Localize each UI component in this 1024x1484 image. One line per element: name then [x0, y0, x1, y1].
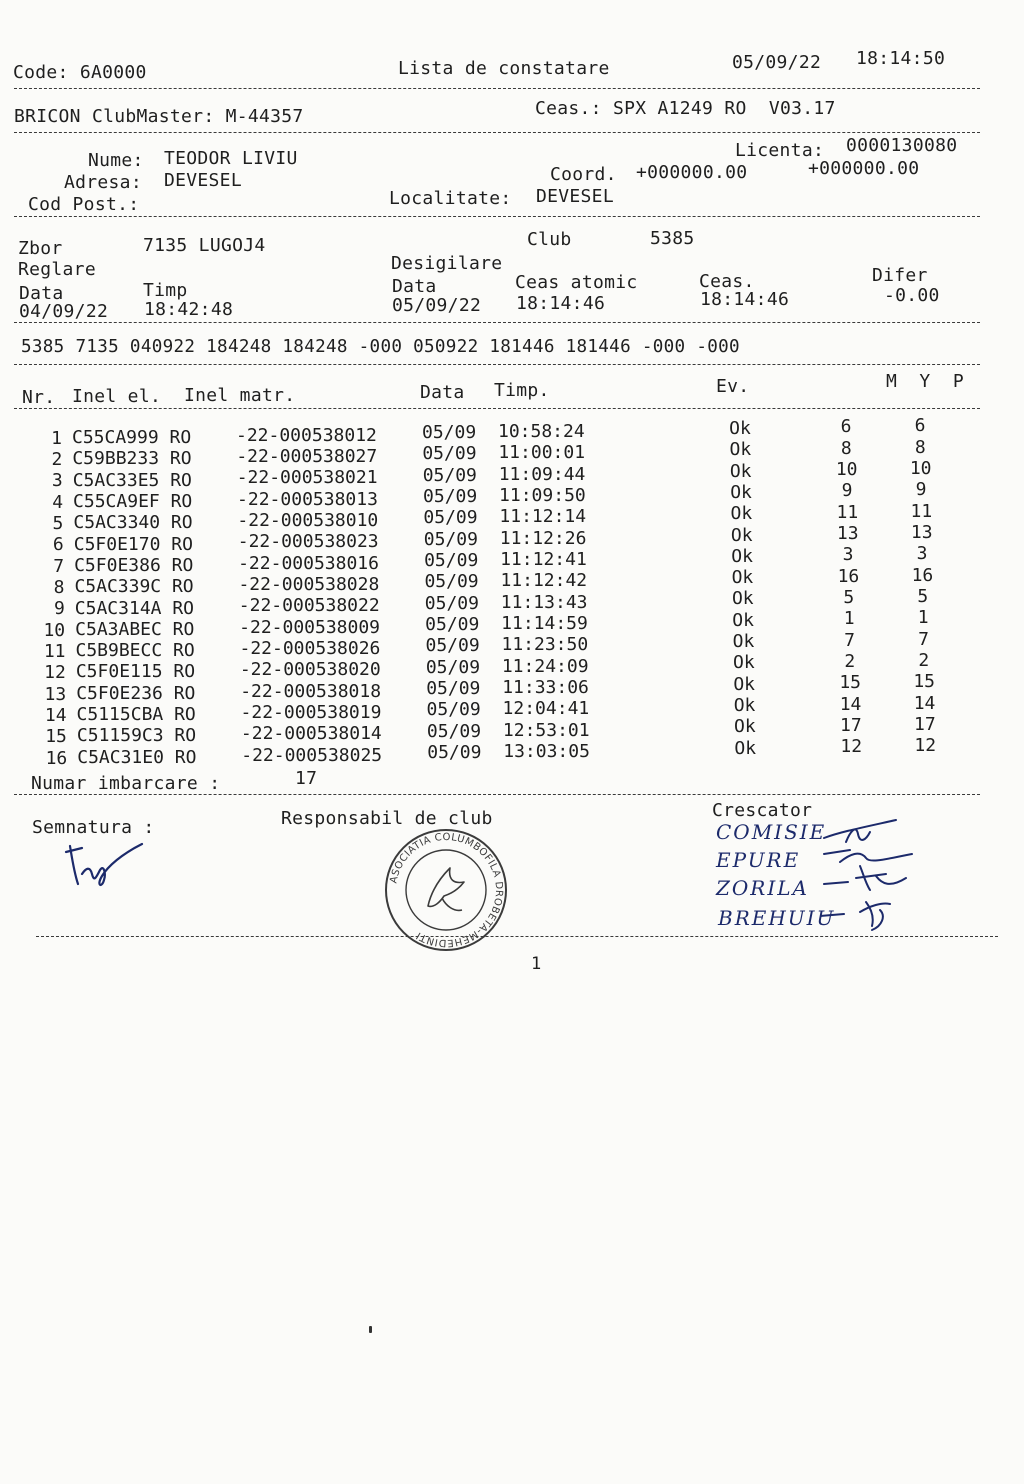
- cell-date: 05/09: [422, 443, 477, 465]
- cell-nr: 5: [52, 513, 64, 535]
- cell-time: 10:58:24: [498, 421, 585, 443]
- cell-ev: Ok: [729, 460, 752, 482]
- cell-date: 05/09: [423, 486, 478, 508]
- handwritten-name: COMISIE: [716, 820, 827, 844]
- page-number: 1: [531, 954, 542, 974]
- clock-id: Ceas.: SPX A1249 RO V03.17: [535, 98, 836, 119]
- cell-y: 14: [913, 692, 936, 714]
- boarding-label: Numar imbarcare :: [31, 773, 221, 794]
- cell-ev: Ok: [733, 695, 756, 717]
- cell-ev: Ok: [733, 652, 755, 674]
- cell-nr: 8: [53, 577, 65, 599]
- cell-ring-el: C55CA9EF RO: [73, 490, 193, 512]
- cell-date: 05/09: [425, 613, 480, 635]
- cell-m: 14: [839, 693, 862, 715]
- report-date: 05/09/22: [732, 52, 822, 73]
- cell-y: 7: [918, 628, 929, 650]
- cell-time: 11:09:50: [499, 484, 586, 506]
- owner-address: DEVESEL: [164, 170, 242, 191]
- cell-m: 6: [840, 416, 852, 438]
- club-label: Club: [527, 229, 572, 250]
- cell-ev: Ok: [730, 524, 753, 546]
- set-time: 18:42:48: [144, 299, 234, 320]
- cell-ring-el: C55CA999 RO: [72, 427, 192, 448]
- cell-ev: Ok: [731, 588, 754, 610]
- cell-ring: -22-000538020: [239, 659, 381, 681]
- cell-ring: -22-000538010: [237, 509, 379, 531]
- cell-date: 05/09: [423, 528, 478, 550]
- cell-ev: Ok: [734, 716, 756, 738]
- cell-ring: -22-000538016: [238, 552, 379, 574]
- cell-time: 12:04:41: [502, 698, 590, 720]
- cell-m: 5: [843, 587, 855, 608]
- owner-name: TEODOR LIVIU: [164, 148, 298, 169]
- cell-nr: 16: [45, 747, 68, 769]
- cell-time: 11:13:43: [500, 591, 588, 613]
- cell-ring: -22-000538013: [237, 488, 378, 510]
- col-ev: Ev.: [716, 376, 750, 397]
- address-label: Adresa:: [64, 172, 142, 193]
- cell-ring: -22-000538009: [239, 616, 381, 638]
- locality-value: DEVESEL: [536, 186, 614, 207]
- cell-ring-el: C5AC33E5 RO: [72, 469, 192, 491]
- cell-y: 13: [910, 522, 933, 543]
- cell-m: 9: [841, 480, 853, 502]
- cell-m: 12: [840, 736, 863, 758]
- cell-nr: 15: [45, 726, 67, 748]
- setting-label: Reglare: [18, 259, 96, 280]
- cell-ring: -22-000538027: [236, 446, 378, 468]
- report-title: Lista de constatare: [398, 58, 610, 79]
- cell-y: 16: [911, 564, 934, 586]
- cell-ring: -22-000538014: [240, 723, 382, 745]
- cell-m: 2: [844, 650, 856, 672]
- col-ring-el: Inel el.: [72, 386, 162, 407]
- cell-ev: Ok: [731, 567, 754, 589]
- breeder-label: Crescator: [712, 800, 813, 821]
- cell-ring-el: C5AC3340 RO: [73, 512, 193, 534]
- flight-value: 7135 LUGOJ4: [143, 235, 266, 256]
- cell-y: 5: [917, 585, 929, 607]
- unseal-label: Desigilare: [391, 253, 503, 274]
- cell-time: 11:12:26: [499, 527, 587, 549]
- cell-ring-el: C5A3ABEC RO: [75, 618, 195, 640]
- cell-time: 11:23:50: [501, 634, 589, 656]
- code-label: Code: 6A0000: [13, 62, 147, 83]
- cell-date: 05/09: [426, 677, 481, 699]
- cell-m: 8: [840, 437, 852, 459]
- cell-nr: 10: [43, 619, 66, 641]
- cell-time: 11:00:01: [498, 442, 586, 464]
- cell-ring-el: C5115CBA RO: [76, 704, 196, 726]
- signature-scribble: [60, 838, 150, 894]
- col-ring: Inel matr.: [184, 385, 296, 406]
- divider: [14, 408, 980, 409]
- cell-m: 10: [835, 459, 858, 481]
- cell-time: 11:12:41: [500, 548, 587, 570]
- coord-value-1: +000000.00: [636, 162, 748, 183]
- cell-ring: -22-000538026: [239, 637, 381, 659]
- cell-m: 13: [836, 523, 859, 545]
- cell-ring-el: C5F0E386 RO: [74, 554, 194, 576]
- cell-date: 05/09: [426, 699, 481, 721]
- diff-label: Difer: [872, 265, 928, 286]
- cell-ring: -22-000538021: [236, 467, 378, 489]
- cell-y: 3: [916, 543, 928, 565]
- cell-y: 12: [914, 735, 937, 757]
- cell-date: 05/09: [425, 656, 481, 678]
- cell-date: 05/09: [422, 422, 477, 444]
- cell-ring-el: C5F0E236 RO: [76, 682, 196, 704]
- cell-date: 05/09: [426, 720, 482, 742]
- cell-time: 12:53:01: [502, 719, 590, 741]
- handwritten-name: ZORILA: [716, 876, 809, 900]
- cell-nr: 2: [51, 449, 63, 471]
- cell-y: 10: [909, 458, 932, 480]
- cell-ring-el: C5AC31E0 RO: [77, 746, 197, 768]
- divider: [36, 936, 998, 937]
- cell-ev: Ok: [730, 503, 753, 525]
- cell-time: 13:03:05: [503, 740, 590, 762]
- clock-time: 18:14:46: [700, 289, 790, 310]
- cell-ring: -22-000538023: [237, 531, 379, 553]
- cell-ring-el: C5F0E115 RO: [75, 661, 196, 683]
- name-label: Nume:: [88, 150, 144, 171]
- cell-m: 7: [844, 629, 855, 651]
- cell-date: 05/09: [424, 592, 479, 614]
- system-id: BRICON ClubMaster: M-44357: [14, 106, 304, 127]
- col-time: Timp.: [494, 380, 550, 401]
- divider: [14, 794, 980, 795]
- club-value: 5385: [650, 228, 695, 249]
- cell-m: 17: [840, 714, 862, 736]
- set-date: 04/09/22: [19, 301, 109, 322]
- cell-ring: -22-000538025: [241, 744, 383, 766]
- postcode-label: Cod Post.:: [28, 194, 140, 215]
- report-time: 18:14:50: [856, 48, 946, 69]
- cell-time: 11:33:06: [502, 676, 589, 698]
- club-responsible-label: Responsabil de club: [281, 808, 493, 829]
- club-stamp: [384, 828, 508, 952]
- cell-nr: 7: [53, 555, 65, 577]
- code-line: 5385 7135 040922 184248 184248 -000 050922 181446 181446 -000 -000: [21, 337, 740, 357]
- cell-date: 05/09: [427, 741, 482, 763]
- clock-label: Ceas.: [699, 271, 755, 292]
- cell-ring-el: C5B9BECC RO: [75, 640, 195, 662]
- cell-ring: -22-000538028: [238, 573, 380, 595]
- cell-time: 11:12:42: [500, 570, 588, 592]
- cell-y: 15: [913, 671, 936, 693]
- cell-ev: Ok: [731, 545, 753, 567]
- cell-nr: 11: [43, 641, 66, 663]
- cell-time: 11:09:44: [498, 463, 586, 485]
- cell-y: 17: [914, 713, 936, 735]
- license-label: Licenta:: [735, 140, 825, 161]
- cell-ring-el: C5F0E170 RO: [73, 533, 193, 555]
- cell-ring-el: C51159C3 RO: [76, 725, 197, 747]
- cell-m: 3: [842, 544, 854, 566]
- unseal-date-label: Data: [392, 276, 437, 297]
- cell-ring: -22-000538018: [240, 680, 382, 702]
- signature-label: Semnatura :: [32, 817, 155, 838]
- cell-nr: 14: [44, 704, 67, 726]
- cell-ring: -22-000538022: [238, 595, 380, 617]
- cell-date: 05/09: [424, 550, 479, 571]
- cell-y: 9: [915, 479, 927, 501]
- cell-ring: -22-000538019: [240, 701, 382, 723]
- cell-date: 05/09: [422, 464, 477, 486]
- handwritten-name: BREHUIU: [718, 906, 836, 930]
- cell-ev: Ok: [733, 673, 756, 695]
- set-date-label: Data: [19, 283, 64, 304]
- cell-ring-el: C59BB233 RO: [72, 448, 192, 470]
- cell-nr: 1: [51, 427, 62, 449]
- cell-time: 11:24:09: [501, 655, 589, 677]
- stamp-text: ASOCIATIA COLUMBOFILA DROBETA-MEHEDINTI: [388, 831, 505, 949]
- flight-label: Zbor: [18, 238, 63, 259]
- cell-time: 11:12:14: [499, 506, 587, 528]
- breeder-signatures: [820, 814, 920, 936]
- col-date: Data: [420, 382, 465, 403]
- divider: [14, 132, 980, 133]
- locality-label: Localitate:: [389, 188, 512, 209]
- cell-ring-el: C5AC314A RO: [74, 597, 195, 619]
- cell-nr: 9: [53, 598, 65, 620]
- cell-m: 15: [839, 672, 862, 694]
- cell-ring-el: C5AC339C RO: [74, 576, 194, 598]
- cell-y: 2: [918, 649, 930, 671]
- handwritten-name: EPURE: [716, 848, 801, 872]
- cell-y: 8: [914, 436, 926, 458]
- atomic-clock-time: 18:14:46: [516, 293, 606, 314]
- cell-date: 05/09: [425, 635, 480, 657]
- col-nr: Nr.: [22, 387, 56, 408]
- cell-nr: 3: [51, 470, 63, 492]
- cell-date: 05/09: [424, 571, 479, 593]
- unseal-date: 05/09/22: [392, 295, 482, 316]
- divider: [14, 88, 980, 89]
- cell-ev: Ok: [729, 417, 751, 439]
- license-value: 0000130080: [846, 135, 958, 156]
- atomic-clock-label: Ceas atomic: [515, 272, 638, 293]
- divider: [14, 322, 980, 323]
- col-myp: M Y P: [886, 371, 964, 392]
- cell-time: 11:14:59: [501, 612, 588, 634]
- divider: [14, 216, 980, 217]
- cell-m: 1: [843, 608, 855, 630]
- cell-ev: Ok: [729, 439, 752, 461]
- divider: [14, 364, 980, 365]
- coord-value-2: +000000.00: [808, 158, 920, 179]
- cell-m: 16: [837, 565, 860, 587]
- cell-ring: -22-000538012: [236, 424, 377, 446]
- coord-label: Coord.: [550, 164, 617, 185]
- cell-ev: Ok: [734, 737, 757, 759]
- cell-ev: Ok: [732, 609, 754, 631]
- cell-date: 05/09: [423, 507, 478, 529]
- cell-y: 1: [917, 607, 929, 629]
- diff-value: -0.00: [884, 285, 940, 306]
- set-time-label: Timp: [143, 280, 188, 301]
- cell-ev: Ok: [732, 631, 755, 653]
- cell-m: 11: [836, 501, 859, 523]
- cell-y: 11: [910, 500, 933, 522]
- cell-nr: 13: [44, 683, 67, 705]
- cell-nr: 12: [44, 662, 66, 684]
- cell-ev: Ok: [730, 481, 752, 503]
- ink-speck: [369, 1326, 372, 1333]
- cell-nr: 4: [52, 491, 64, 513]
- cell-nr: 6: [52, 534, 64, 556]
- cell-y: 6: [914, 415, 926, 437]
- boarding-count: 17: [295, 768, 318, 789]
